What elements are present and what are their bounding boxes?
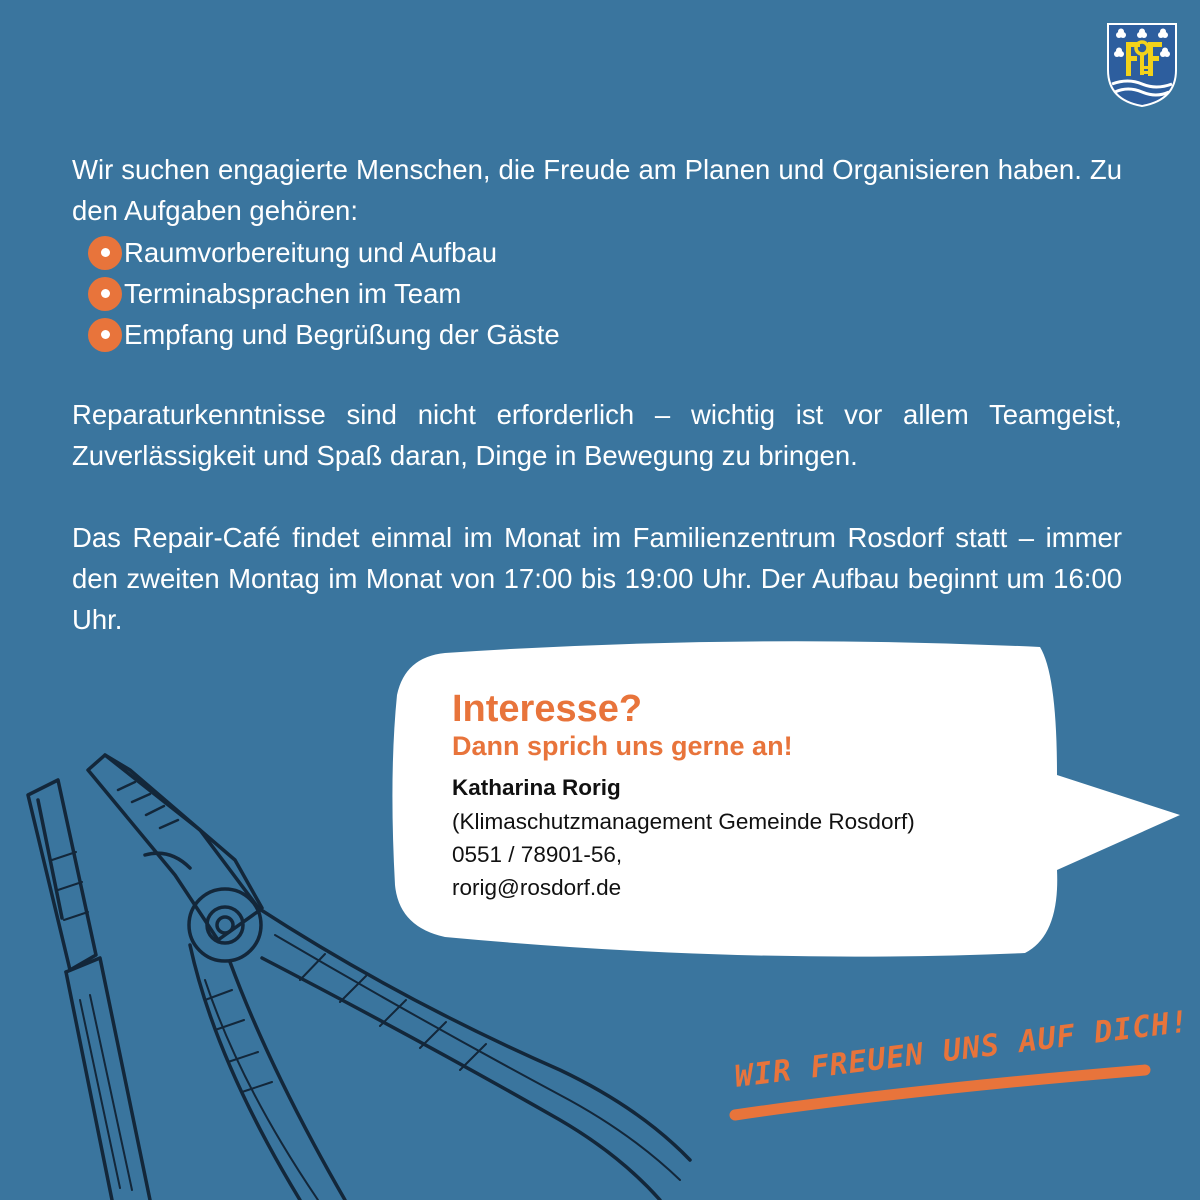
task-label: Empfang und Begrüßung der Gäste bbox=[124, 319, 560, 350]
task-label: Raumvorbereitung und Aufbau bbox=[124, 237, 498, 268]
contact-phone[interactable]: 0551 / 78901-56, bbox=[452, 842, 623, 867]
contact-box bbox=[452, 687, 1052, 904]
closing-text: WIR FREUEN UNS AUF DICH! bbox=[732, 1004, 1192, 1095]
bubble-subheading: Dann sprich uns gerne an! bbox=[452, 731, 793, 761]
bullet-icon bbox=[88, 277, 122, 311]
task-list bbox=[88, 232, 560, 355]
contact-department: (Klimaschutzmanagement Gemeinde Rosdorf) bbox=[452, 809, 915, 834]
task-label: Terminabsprachen im Team bbox=[124, 278, 462, 309]
task-item bbox=[88, 314, 560, 355]
closing-banner bbox=[725, 1004, 1192, 1130]
task-item bbox=[88, 273, 560, 314]
task-item bbox=[88, 232, 560, 273]
bubble-heading: Interesse? bbox=[452, 688, 643, 730]
coat-of-arms-logo bbox=[1106, 22, 1178, 108]
intro-text: Wir suchen engagierte Menschen, die Freude am Planen und Organisieren haben. Zu den Aufgaben gehören: bbox=[72, 154, 1122, 226]
contact-name: Katharina Rorig bbox=[452, 775, 621, 800]
contact-email[interactable]: rorig@rosdorf.de bbox=[452, 875, 622, 900]
bullet-icon bbox=[88, 318, 122, 352]
bullet-icon bbox=[88, 236, 122, 270]
requirements-text: Reparaturkenntnisse sind nicht erforderlich – wichtig ist vor allem Teamgeist, Zuverlässigkeit und Spaß daran, Dinge in Bewegung zu bringen. bbox=[72, 399, 1122, 471]
schedule-text: Das Repair-Café findet einmal im Monat im Familienzentrum Rosdorf statt – immer den zweiten Montag im Monat von 17:00 bis 19:00 Uhr. Der Aufbau beginnt um 16:00 Uhr. bbox=[72, 522, 1122, 635]
